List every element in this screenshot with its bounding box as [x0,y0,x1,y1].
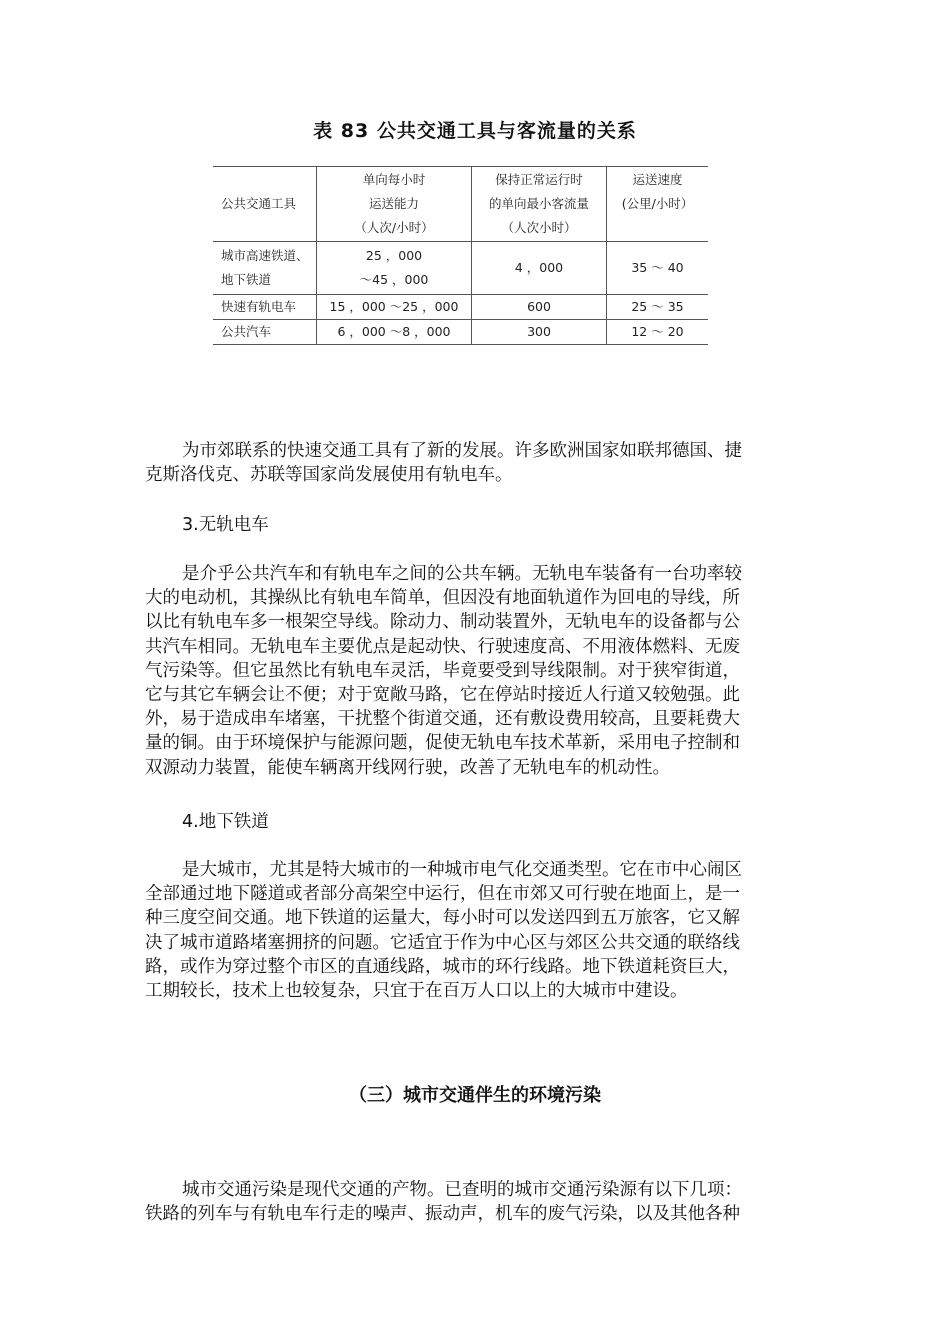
table-row [213,242,708,295]
paragraph-line: 外，易于造成串车堵塞，干扰整个街道交通，还有敷设费用较高，且要耗费大 [145,709,740,730]
paragraph-line: 气污染等。但它虽然比有轨电车灵活，毕竟要受到导线限制。对于狭窄街道， [145,660,740,681]
cell-capacity [317,242,472,295]
paragraph-line: 路，或作为穿过整个市区的直通线路，城市的环行线路。地下铁道耗资巨大， [145,956,740,977]
header-text: 保持正常运行时 [495,172,583,187]
cell-capacity: 6 ，000 ～8 ，000 [317,320,472,345]
cell-speed: 25 ～ 35 [607,295,709,320]
paragraph-line: 种三度空间交通。地下铁道的运量大，每小时可以发送四到五万旅客，它又解 [145,908,740,929]
paragraph-trolleybus [145,562,800,780]
paragraph-pollution [145,1178,800,1226]
section-heading: （三）城市交通伴生的环境污染 [349,1085,601,1106]
heading-trolleybus [145,513,800,537]
cell-min-flow: 300 [472,320,607,345]
cell-speed: 35 ～ 40 [607,242,709,295]
cell-text: 25 ，000 [365,248,423,263]
paragraph-line: 共汽车相同。无轨电车主要优点是起动快、行驶速度高、不用液体燃料、无废 [145,636,740,657]
paragraph-line: 铁路的列车与有轨电车行走的噪声、振动声，机车的废气污染，以及其他各种 [145,1204,740,1225]
header-text: （人次/小时） [354,220,434,235]
paragraph-line: 它与其它车辆会让不便；对于宽敞马路，它在停站时接近人行道又较勉强。此 [145,685,740,706]
paragraph-line: 双源动力装置，能使车辆离开线网行驶，改善了无轨电车的机动性。 [145,757,670,778]
paragraph-line: 以比有轨电车多一根架空导线。除动力、制动装置外，无轨电车的设备都与公 [145,612,740,633]
header-text: 运送能力 [368,196,419,211]
paragraph-line: 决了城市道路堵塞拥挤的问题。它适宜于作为中心区与郊区公共交通的联络线 [145,932,740,953]
cell-vehicle: 快速有轨电车 [213,295,317,320]
transit-capacity-table [213,166,708,345]
paragraph-line: 量的铜。由于环境保护与能源问题，促使无轨电车技术革新，采用电子控制和 [145,733,740,754]
cell-text: 城市高速铁道、 [221,248,309,263]
paragraph-intro [145,439,800,487]
header-cell-vehicle [213,167,317,242]
paragraph-line: 全部通过地下隧道或者部分高架空中运行，但在市郊又可行驶在地面上，是一 [145,884,740,905]
cell-speed: 12 ～ 20 [607,320,709,345]
cell-vehicle: 公共汽车 [213,320,317,345]
header-cell-speed [607,167,709,242]
paragraph-line: 克斯洛伐克、苏联等国家尚发展使用有轨电车。 [145,465,513,486]
subheading-text: 4.地下铁道 [182,812,269,832]
header-text: (公里/小时） [621,196,694,211]
cell-min-flow: 4 ，000 [472,242,607,295]
header-cell-min-flow [472,167,607,242]
header-text: 公共交通工具 [221,196,297,211]
paragraph-subway [145,858,800,1003]
paragraph-line: 大的电动机，其操纵比有轨电车简单，但因没有地面轨道作为回电的导线，所 [145,588,740,609]
header-text: 的单向最小客流量 [488,196,589,211]
paragraph-line: 是大城市，尤其是特大城市的一种城市电气化交通类型。它在市中心闹区 [182,860,742,880]
paragraph-line: 城市交通污染是现代交通的产物。已查明的城市交通污染源有以下几项： [182,1180,742,1200]
header-cell-capacity [317,167,472,242]
subheading-text: 3.无轨电车 [182,515,269,535]
table-title: 表 83 公共交通工具与客流量的关系 [313,120,637,142]
paragraph-line: 工期较长，技术上也较复杂，只宜于在百万人口以上的大城市中建设。 [145,981,688,1002]
paragraph-line: 是介乎公共汽车和有轨电车之间的公共车辆。无轨电车装备有一台功率较 [182,564,742,584]
table-row [213,320,708,345]
header-text: 运送速度 [632,172,683,187]
paragraph-line: 为市郊联系的快速交通工具有了新的发展。许多欧洲国家如联邦德国、捷 [182,441,742,461]
header-text: （人次小时） [501,220,577,235]
cell-text: ～45 ，000 [359,272,429,287]
cell-text: 地下铁道 [221,272,272,287]
table-row [213,295,708,320]
cell-vehicle [213,242,317,295]
heading-subway [145,810,800,834]
cell-capacity: 15 ，000 ～25 ，000 [317,295,472,320]
header-spacer [610,216,705,240]
header-text: 单向每小时 [362,172,426,187]
table-header-row [213,167,708,242]
cell-min-flow: 600 [472,295,607,320]
